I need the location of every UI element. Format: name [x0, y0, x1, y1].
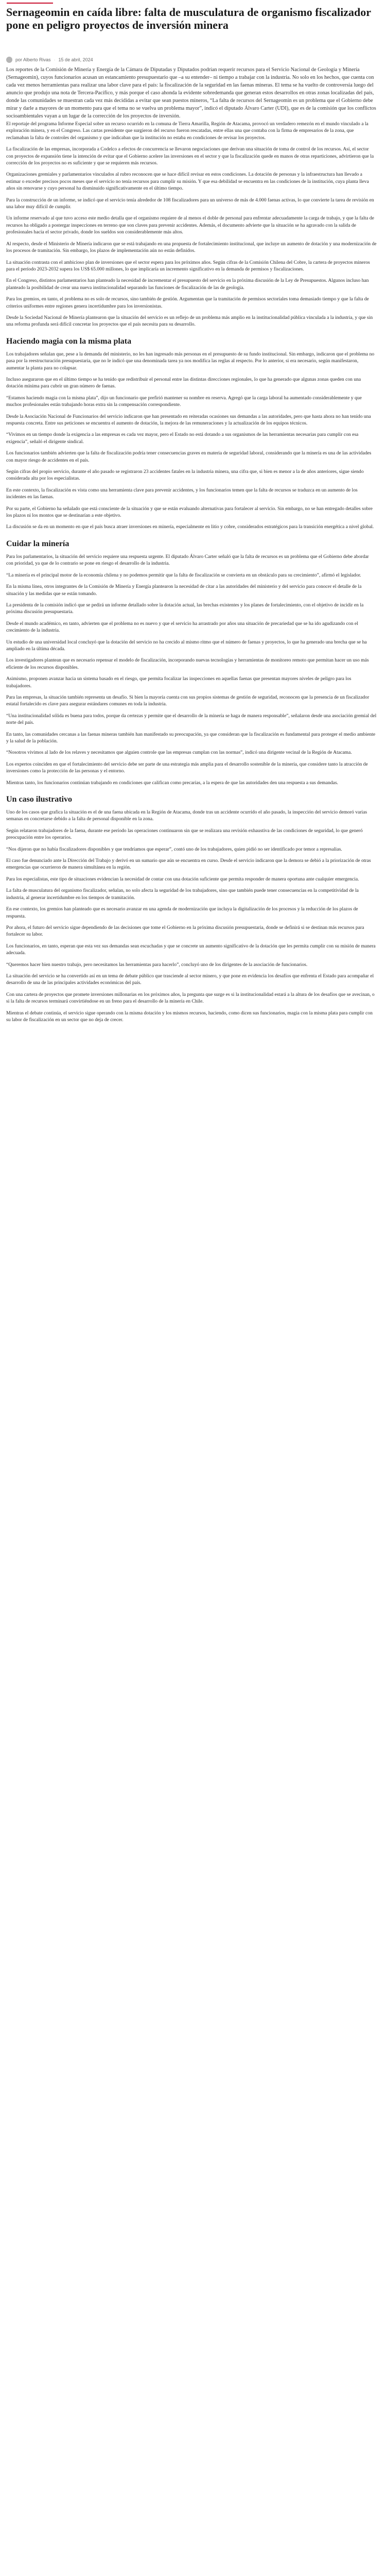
article-paragraph: El reportaje del programa Informe Especial sobre un recurso ocurrido en la comuna de Tierra Amarilla, Región de Atacama, provocó un verdadero remezón en el mundo vinculado a la exploración minera, y en el Congreso. Las cartas presidente que surgieron del recurso fueron rescatadas, entre ellas una que contaba con la firma de empresarios de la zona, que reclamaban la falta de controles del organismo y que indicaban que la institución no estaba en condiciones de revisar los proyectos. [6, 121, 369, 141]
article-paragraph: El caso fue denunciado ante la Dirección del Trabajo y derivó en un sumario que aún se encuentra en curso. Desde el servicio indicaron que la demora se debió a la priorización de otras emergencias que ocurrieron de manera simultánea en la región. [6, 858, 371, 871]
article-paragraph: “Vivimos en un tiempo donde la exigencia a las empresas es cada vez mayor, pero el Estado no está dotando a sus organismos de las herramientas necesarias para cumplir con esa exigencia”, señaló el dirigente sindical. [6, 432, 359, 445]
article-paragraph: “Queremos hacer bien nuestro trabajo, pero necesitamos las herramientas para hacerlo”, concluyó uno de los dirigentes de la asociación de funcionarios. [6, 961, 308, 968]
article-paragraph: Para los gremios, en tanto, el problema no es solo de recursos, sino también de gestión. Argumentan que la tramitación de permisos sectoriales toma demasiado tiempo y que la falta de criterios uniformes entre regiones genera incertidumbre para los inversionistas. [6, 296, 369, 309]
article-paragraph: La situación contrasta con el ambicioso plan de inversiones que el sector espera para los próximos años. Según cifras de la Comisión Chilena del Cobre, la cartera de proyectos mineros para el período 2023-2032 supera los US$ 65.000 millones, lo que implicaría un incremento significativo en la demanda de permisos y fiscalizaciones. [6, 259, 370, 272]
article-paragraph: La falta de musculatura del organismo fiscalizador, señalan, no solo afecta la seguridad de los trabajadores, sino que también puede tener consecuencias en la competitividad de la industria, al generar incertidumbre en los tiempos de tramitación. [6, 888, 359, 901]
article-paragraph: Incluso aseguraron que en el último tiempo se ha tenido que redistribuir el personal entre las distintas direcciones regionales, lo que ha generado que algunas zonas queden con una dotación mínima para cubrir un gran número de faenas. [6, 376, 361, 389]
article-body [6, 121, 377, 1028]
article-paragraph: La situación del servicio se ha convertido así en un tema de debate público que trasciende al sector minero, y que pone en evidencia los desafíos que enfrenta el Estado para acompañar el desarrollo de una de las principales actividades económicas del país. [6, 973, 374, 986]
article-paragraph: Los trabajadores señalan que, pese a la demanda del ministerio, no les han ingresado más personas en el presupuesto de su fundo institucional. Sin embargo, indicaron que el problema no pasa por la reestructuración presupuestaria, que no le indicó que una denominada tarea ya nos modifica las reglas al respecto. Por lo anterior, si era necesario, según manifestaron, aumentar la planta para no colapsar. [6, 351, 375, 371]
article-lead: Los reportes de la Comisión de Minería y Energía de la Cámara de Diputadas y Diputados podrían requerir recursos para el Servicio Nacional de Geología y Minería (Sernageomin), cuyos funcionarios acusan un estancamiento presupuestario que –a su entender– ni tiempo a trabajar con la industria. No solo en los hechos, que cuenta con cada vez menos herramientas para realizar una labor clave para el país: la fiscalización de la seguridad en las faenas mineras. El tema se ha vuelto de controversia luego del anuncio que produjo una nota de Tercera-Pacífico, y más porque el caso ahonda la evidente sobredemanda que generan estos desarrollos en otras zonas localizadas del país, donde las comunidades se muestran cada vez más decididas a evitar que sean puestos mineros, “La falta de recursos del Sernageomin es un problema que el Gobierno debe mirar y darle a mayores de un momento para que el tema no se vuelva un problema mayor”, indicó el diputado Álvaro Carter (UDI), que es de la comisión que los conflictos socioambientales vayan a un lugar de la corrección de los proyectos de inversión. [6, 67, 376, 119]
author-name[interactable]: por Alberto Rivas [15, 57, 51, 62]
section-heading: Cuidar la minería [6, 539, 69, 548]
article-paragraph: Asimismo, proponen avanzar hacia un sistema basado en el riesgo, que permita focalizar las inspecciones en aquellas faenas que presentan mayores niveles de peligro para los trabajadores. [6, 676, 352, 689]
article-paragraph: La presidenta de la comisión indicó que se pedirá un informe detallado sobre la dotación actual, las brechas existentes y los planes de fortalecimiento, con el objetivo de incidir en la próxima discusión presupuestaria. [6, 602, 364, 615]
article-paragraph: Organizaciones gremiales y parlamentarios vinculados al rubro reconocen que se hace difícil revisar en estos condiciones. La dotación de personas y la infraestructura han llevado a estimar o exceder precisos pocos meses que el servicio no tenía recursos para cumplir su misión. Y que esa debilidad se encuentra en las condiciones de la institución, cuya planta lleva años sin renovarse y cuyo personal ha disminuido significativamente en el último tiempo. [6, 172, 369, 192]
article-paragraph: Según relataron trabajadores de la faena, durante ese período las operaciones continuaron sin que se realizara una revisión exhaustiva de las condiciones de seguridad, lo que generó preocupación entre los operarios. [6, 827, 363, 841]
article-paragraph: La fiscalización de las empresas, incorporada a Codelco a efectos de concurrencia se llevaron negociaciones que derivan una situación de toma de control de los recursos. Así, el sector con proyectos de expansión tiene la intención de evitar que el Gobierno acelere las inversiones en el sector y que la fiscalización quede en manos de otras reparticiones, advirtieron que la corrección de los proyectos no es suficiente y que se requieren más recursos. [6, 146, 374, 166]
article-paragraph: “Estamos haciendo magia con la misma plata”, dijo un funcionario que prefirió mantener su nombre en reserva. Agregó que la carga laboral ha aumentado considerablemente y que muchos profesionales están trabajando horas extra sin la compensación correspondiente. [6, 395, 362, 408]
article-paragraph: Desde la Asociación Nacional de Funcionarios del servicio indicaron que han presentado en reiteradas ocasiones sus demandas a las autoridades, pero que hasta ahora no han tenido una respuesta concreta. Entre sus peticiones se encuentra el aumento de dotación, la mejora de las remuneraciones y la actualización de los equipos técnicos. [6, 413, 371, 426]
article-paragraph: Un estudio de una universidad local concluyó que la dotación del servicio no ha crecido al mismo ritmo que el número de faenas y proyectos, lo que ha generado una brecha que se ha ampliado en la última década. [6, 639, 367, 652]
article-paragraph: Un informe reservado al que tuvo acceso este medio detalla que el organismo requiere de al menos el doble de personal para enfrentar adecuadamente la carga de trabajo, y que la falta de recursos ha obligado a postergar inspecciones en terreno que son claves para prevenir accidentes. Además, el documento advierte que la situación se ha agravado con la salida de profesionales hacia el sector privado, donde los sueldos son considerablemente más altos. [6, 215, 374, 235]
article-paragraph: Desde la Sociedad Nacional de Minería plantearon que la situación del servicio es un reflejo de un problema más amplio en la institucionalidad pública vinculada a la industria, y que sin una reforma profunda será difícil concretar los proyectos que el país necesita para su desarrollo. [6, 314, 373, 328]
article-paragraph: Al respecto, desde el Ministerio de Minería indicaron que se está trabajando en una propuesta de fortalecimiento institucional, que incluye un aumento de dotación y una modernización de los procesos de tramitación. Sin embargo, los plazos de implementación aún no están definidos. [6, 241, 377, 254]
article-paragraph: Desde el mundo académico, en tanto, advierten que el problema no es nuevo y que el servicio ha arrastrado por años una situación de precariedad que se ha ido agudizando con el crecimiento de la industria. [6, 620, 358, 634]
article-paragraph: Los funcionarios, en tanto, esperan que esta vez sus demandas sean escuchadas y que se concrete un aumento significativo de la dotación que les permita cumplir con su misión de manera adecuada. [6, 943, 376, 956]
article-paragraph: Para la construcción de un informe, se indicó que el servicio tenía alrededor de 108 fiscalizadores para un universo de más de 4.000 faenas activas, lo que convierte la tarea de revisión en una labor muy difícil de cumplir. [6, 197, 374, 210]
article-paragraph: Por su parte, el Gobierno ha señalado que está consciente de la situación y que se están evaluando alternativas para fortalecer al servicio. Sin embargo, no se han entregado detalles sobre los plazos ni los montos que se destinarían a este objetivo. [6, 505, 373, 519]
accent-bar [7, 3, 53, 4]
article-paragraph: En la misma línea, otros integrantes de la Comisión de Minería y Energía plantearon la necesidad de citar a las autoridades del ministerio y del servicio para conocer el detalle de la situación y las medidas que se están tomando. [6, 584, 362, 597]
article-paragraph: “Una institucionalidad sólida es buena para todos, porque da certezas y permite que el desarrollo de la minería se haga de manera responsable”, señalaron desde una asociación gremial del norte del país. [6, 713, 377, 726]
byline-separator: · [54, 57, 56, 62]
article-paragraph: En el Congreso, distintos parlamentarios han planteado la necesidad de incrementar el presupuesto del servicio en la próxima discusión de la Ley de Presupuestos. Algunos incluso han planteado la posibilidad de crear una nueva institucionalidad separando las funciones de fiscalización de las de geología. [6, 278, 369, 291]
article-paragraph: Los funcionarios también advierten que la falta de fiscalización podría tener consecuencias graves en materia de seguridad laboral, considerando que la minería es una de las actividades con mayor riesgo de accidentes en el país. [6, 450, 372, 463]
article-headline: Sernageomin en caída libre: falta de musculatura de organismo fiscalizador pone en peligro proyectos de inversión minera [6, 6, 371, 31]
article-paragraph: “Nos dijeron que no había fiscalizadores disponibles y que tendríamos que esperar”, contó uno de los trabajadores, quien pidió no ser identificado por temor a represalias. [6, 846, 342, 852]
article-paragraph: Los expertos coinciden en que el fortalecimiento del servicio debe ser parte de una estrategia más amplia para el desarrollo sostenible de la minería, que considere tanto la atracción de inversiones como la protección de las personas y el entorno. [6, 761, 368, 774]
section-heading: Un caso ilustrativo [6, 795, 72, 804]
article-paragraph: Para las empresas, la situación también representa un desafío. Si bien la mayoría cuenta con sus propios sistemas de gestión de seguridad, reconocen que la presencia de un fiscalizador estatal fortalecido es clave para asegurar estándares comunes en toda la industria. [6, 694, 370, 707]
article-paragraph: Los investigadores plantean que es necesario repensar el modelo de fiscalización, incorporando nuevas tecnologías y herramientas de monitoreo remoto que permitan hacer un uso más eficiente de los recursos disponibles. [6, 657, 369, 670]
article-paragraph: Para los especialistas, este tipo de situaciones evidencian la necesidad de contar con una dotación suficiente que permita responder de manera oportuna ante cualquier emergencia. [6, 876, 359, 882]
article-paragraph: En este contexto, la fiscalización es vista como una herramienta clave para prevenir accidentes, y los funcionarios temen que la falta de recursos se traduzca en un aumento de los incidentes en las faenas. [6, 487, 358, 500]
article-paragraph: Para los parlamentarios, la situación del servicio requiere una respuesta urgente. El diputado Álvaro Carter señaló que la falta de recursos es un problema que el Gobierno debe abordar con prioridad, ya que de lo contrario se pone en riesgo el desarrollo de la industria. [6, 553, 369, 567]
article-paragraph: En ese contexto, los gremios han planteado que es necesario avanzar en una agenda de modernización que incluya la digitalización de los procesos y la reducción de los plazos de respuesta. [6, 906, 358, 919]
article-paragraph: Mientras tanto, los funcionarios continúan trabajando en condiciones que califican como precarias, a la espera de que las autoridades den una respuesta a sus demandas. [6, 779, 338, 786]
article-paragraph: En tanto, las comunidades cercanas a las faenas mineras también han manifestado su preocupación, ya que consideran que la fiscalización es fundamental para proteger el medio ambiente y la salud de la población. [6, 731, 376, 744]
byline [6, 56, 93, 64]
article-paragraph: Por ahora, el futuro del servicio sigue dependiendo de las decisiones que tome el Gobierno en la próxima discusión presupuestaria, donde se definirá si se destinan más recursos para fortalecer su labor. [6, 924, 364, 938]
article-paragraph: Con una cartera de proyectos que promete inversiones millonarias en los próximos años, la pregunta que surge es si la institucionalidad estará a la altura de los desafíos que se avecinan, o si la falta de recursos terminará convirtiéndose en un freno para el desarrollo de la minería en Chile. [6, 991, 375, 1005]
section-heading: Haciendo magia con la misma plata [6, 336, 132, 346]
article-paragraph: “La minería es el principal motor de la economía chilena y no podemos permitir que la falta de fiscalización se convierta en un obstáculo para su crecimiento”, afirmó el legislador. [6, 572, 361, 578]
author-avatar [6, 57, 12, 63]
article-paragraph: Mientras el debate continúa, el servicio sigue operando con la misma dotación y los mismos recursos, haciendo, como dicen sus funcionarios, magia con la misma plata para cumplir con su labor de fiscalización en un sector que no deja de crecer. [6, 1010, 373, 1023]
article-paragraph: Uno de los casos que grafica la situación es el de una faena ubicada en la Región de Atacama, donde tras un accidente ocurrido el año pasado, la inspección del servicio demoró varias semanas en concretarse debido a la falta de personal disponible en la zona. [6, 809, 367, 822]
publish-date: 15 de abril, 2024 [58, 57, 93, 62]
article-paragraph: Según cifras del propio servicio, durante el año pasado se registraron 23 accidentes fatales en la industria minera, una cifra que, si bien es menor a la de años anteriores, sigue siendo considerada alta por los especialistas. [6, 469, 364, 482]
article-paragraph: La discusión se da en un momento en que el país busca atraer inversiones en minería, especialmente en litio y cobre, considerados estratégicos para la transición energética a nivel global. [6, 524, 374, 530]
article-paragraph: “Nosotros vivimos al lado de los relaves y necesitamos que alguien controle que las empresas cumplan con las normas”, indicó una dirigente vecinal de la Región de Atacama. [6, 750, 352, 756]
